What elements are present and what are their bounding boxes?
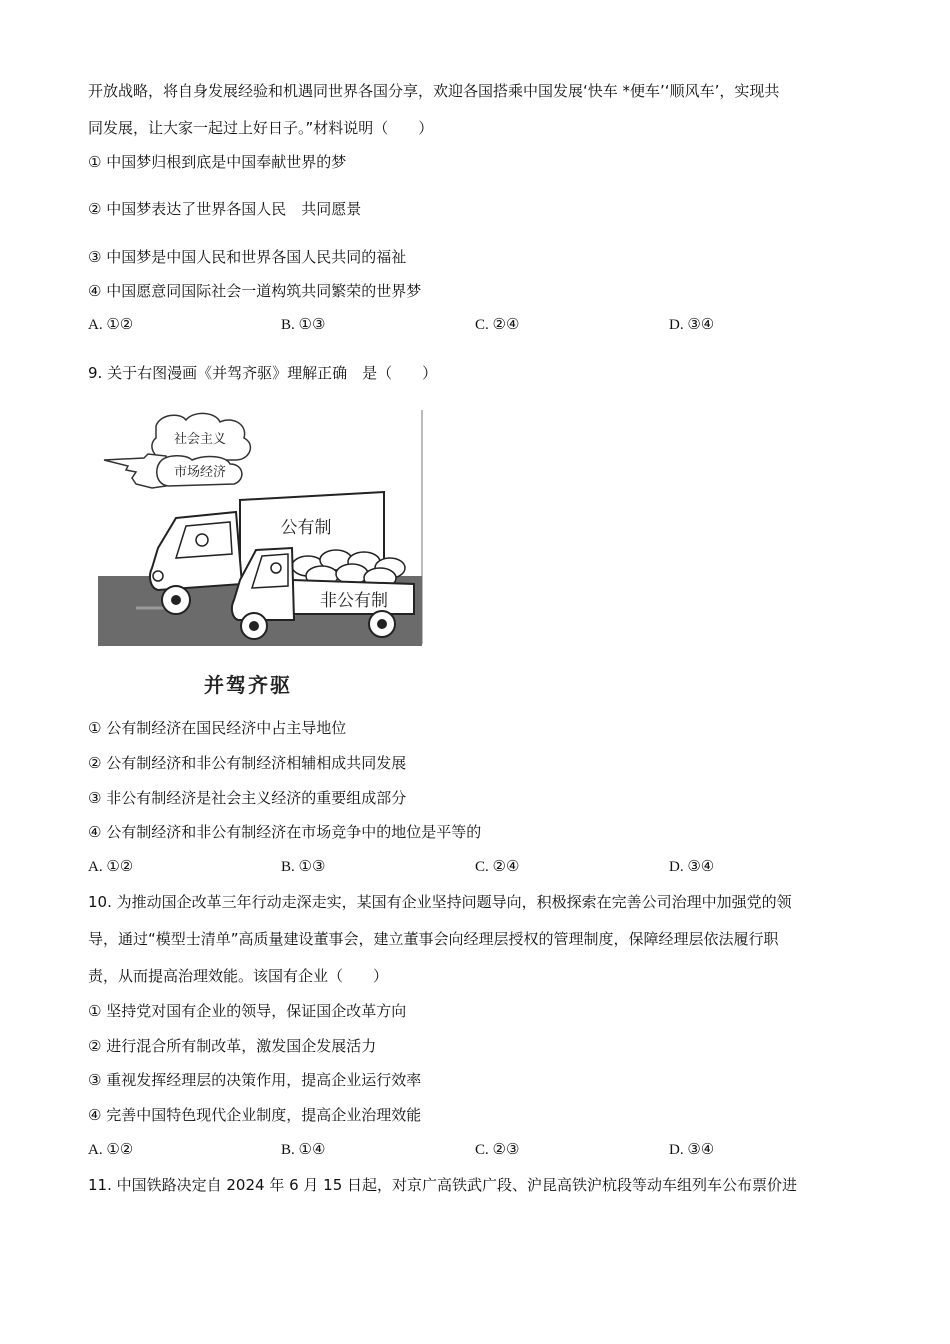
q8-item-2: ② 中国梦表达了世界各国人民 共同愿景 [88, 200, 362, 218]
q9-option-b: B. ①③ [281, 859, 326, 875]
q8-item-4: ④ 中国愿意同国际社会一道构筑共同繁荣的世界梦 [88, 282, 422, 300]
q9-option-a: A. ①② [88, 859, 134, 875]
truck-back-label: 公有制 [280, 518, 332, 538]
q8-option-b: B. ①③ [281, 317, 326, 333]
q10-option-c: C. ②③ [475, 1142, 520, 1158]
truck-front-label: 非公有制 [320, 591, 388, 611]
q10-stem-line-3: 责，从而提高治理效能。该国有企业（ ） [88, 967, 389, 985]
q9-item-2: ② 公有制经济和非公有制经济相辅相成共同发展 [88, 754, 407, 772]
q8-stem-line-1: 开放战略，将自身发展经验和机遇同世界各国分享，欢迎各国搭乘中国发展‘快车 *便车’‘顺风车’，实现共 [88, 82, 780, 100]
sign-text-bottom: 市场经济 [173, 465, 227, 480]
q9-item-3: ③ 非公有制经济是社会主义经济的重要组成部分 [88, 789, 407, 807]
q10-option-d: D. ③④ [669, 1142, 715, 1158]
q10-option-a: A. ①② [88, 1142, 134, 1158]
cartoon-caption: 并驾齐驱 [204, 673, 292, 697]
q8-options [88, 315, 888, 335]
q10-stem-line-1: 10. 为推动国企改革三年行动走深走实，某国有企业坚持问题导向，积极探索在完善公司治理中加强党的领 [88, 893, 792, 911]
q8-option-a: A. ①② [88, 317, 134, 333]
q8-option-c: C. ②④ [475, 317, 520, 333]
q8-stem-line-2: 同发展，让大家一起过上好日子。”材料说明（ ） [88, 119, 434, 137]
q11-stem-line-1: 11. 中国铁路决定自 2024 年 6 月 15 日起，对京广高铁武广段、沪昆高铁沪杭段等动车组列车公布票价进 [88, 1176, 798, 1194]
q9-options [88, 857, 888, 877]
q8-option-d: D. ③④ [669, 317, 715, 333]
q9-item-4: ④ 公有制经济和非公有制经济在市场竞争中的地位是平等的 [88, 823, 482, 841]
q10-item-4: ④ 完善中国特色现代企业制度，提高企业治理效能 [88, 1106, 422, 1124]
q9-item-1: ① 公有制经济在国民经济中占主导地位 [88, 719, 347, 737]
q10-option-b: B. ①④ [281, 1142, 326, 1158]
q10-stem-line-2: 导，通过“模型士清单”高质量建设董事会，建立董事会向经理层授权的管理制度，保障经理层依法履行职 [88, 930, 779, 948]
q10-item-2: ② 进行混合所有制改革，激发国企发展活力 [88, 1037, 377, 1055]
sign-text-top: 社会主义 [173, 432, 227, 447]
q9-option-c: C. ②④ [475, 859, 520, 875]
q10-item-3: ③ 重视发挥经理层的决策作用，提高企业运行效率 [88, 1071, 422, 1089]
q10-item-1: ① 坚持党对国有企业的领导，保证国企改革方向 [88, 1002, 407, 1020]
q9-option-d: D. ③④ [669, 859, 715, 875]
q8-item-3: ③ 中国梦是中国人民和世界各国人民共同的福祉 [88, 248, 407, 266]
q8-item-1: ① 中国梦归根到底是中国奉献世界的梦 [88, 153, 347, 171]
q10-options [88, 1140, 888, 1160]
cartoon-image [96, 408, 424, 648]
q9-stem: 9. 关于右图漫画《并驾齐驱》理解正确 是（ ） [88, 364, 438, 382]
